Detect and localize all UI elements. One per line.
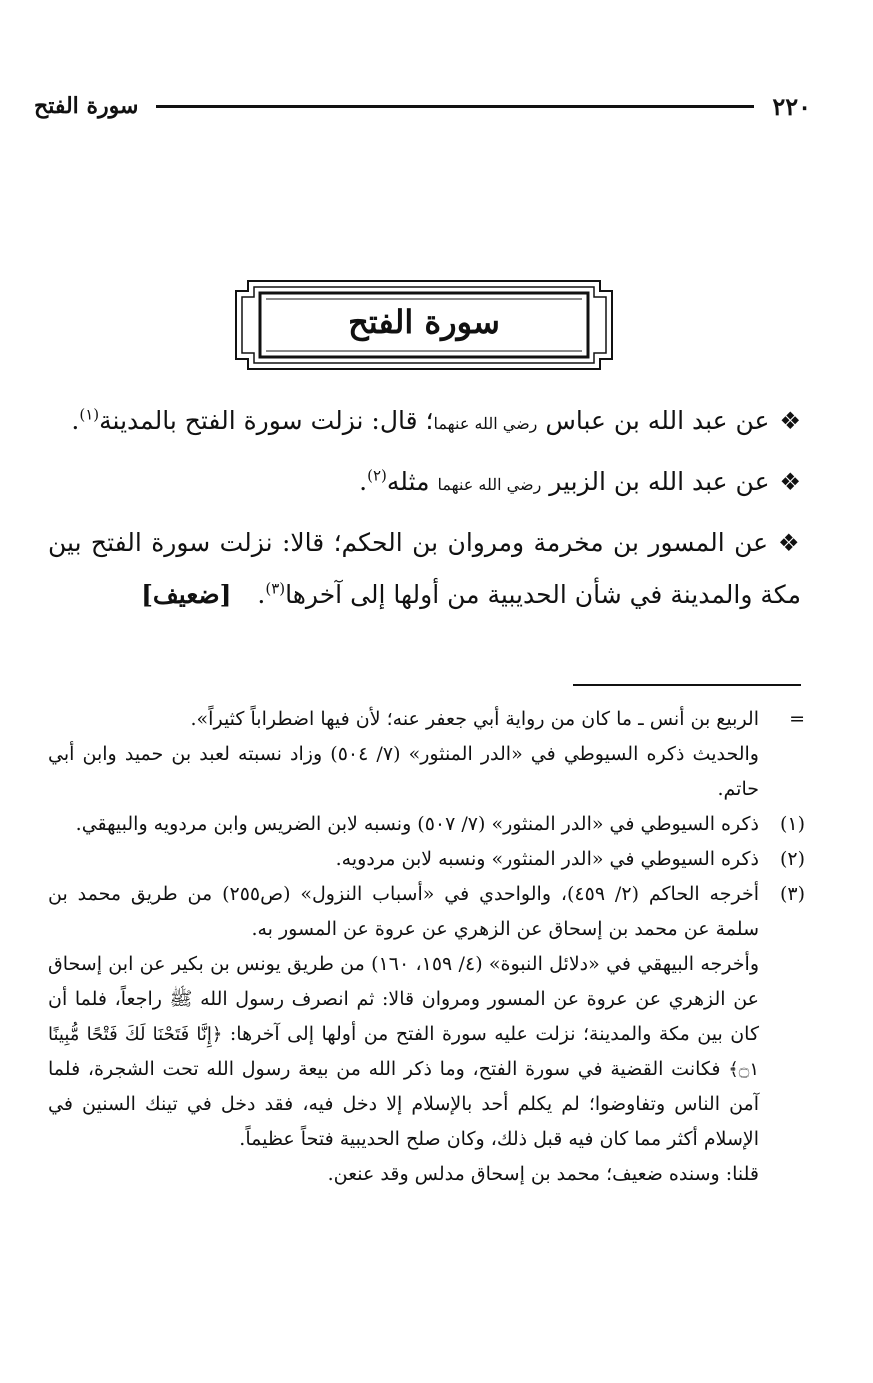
- running-title: سورة الفتح: [34, 93, 139, 119]
- footnote-label: (١): [779, 813, 805, 835]
- hadith-end: .: [359, 467, 368, 496]
- footnote-line: الربيع بن أنس ـ ما كان من رواية أبي جعفر عنه؛ لأن فيها اضطراباً كثيراً».: [190, 708, 759, 730]
- hadith-3: [48, 517, 801, 621]
- footnote-1: [48, 807, 805, 842]
- footnote-2: [48, 842, 805, 877]
- footnote-text: وأخرجه البيهقي في «دلائل النبوة» (٤/ ١٥٩، ١٦٠) من طريق يونس بن بكير عن ابن إسحاق عن الزهري عن عروة عن المسور ومروان قالا: ثم انصرف رسول الله ﷺ راجعاً، فلما أن كان بين مكة والمدينة؛ نزلت عليه سورة الفتح من أولها إلى آخرها:: [48, 953, 759, 1045]
- footnote-text: ذكره السيوطي في «الدر المنثور» (٧/ ٥٠٧) ونسبه لابن الضريس وابن مردويه والبيهقي.: [75, 813, 759, 835]
- grade-label: [ضعيف]: [141, 580, 232, 609]
- hadith-text: عن المسور بن مخرمة ومروان بن الحكم؛ قالا: نزلت سورة الفتح بين مكة والمدينة في شأن الحديبية من أولها إلى آخرها: [48, 528, 801, 609]
- diamond-bullet-icon: ❖: [779, 468, 801, 496]
- footnote-continuation: [48, 702, 805, 807]
- footnote-ref: (٣): [265, 579, 286, 598]
- hadith-text: عن عبد الله بن عباس: [545, 406, 770, 435]
- honorific: رضي الله عنهما: [437, 475, 542, 494]
- footnote-ref: (٢): [367, 466, 387, 485]
- footnote-text: أخرجه الحاكم (٢/ ٤٥٩)، والواحدي في «أسباب النزول» (ص٢٥٥) من طريق محمد بن سلمة عن محمد بن إسحاق عن الزهري عن عروة عن المسور به.: [48, 883, 759, 940]
- footnote-ref: (١): [79, 405, 100, 424]
- running-header: [34, 88, 811, 124]
- hadith-1: [48, 395, 801, 450]
- footnote-label: =: [789, 708, 805, 730]
- hadith-end: .: [257, 580, 266, 609]
- footnote-separator: [573, 684, 801, 686]
- hadith-2: [48, 456, 801, 511]
- honorific: رضي الله عنهما: [433, 414, 538, 433]
- diamond-bullet-icon: ❖: [778, 529, 801, 557]
- quran-verse: ﴿إِنَّا فَتَحْنَا لَكَ فَتْحًا مُّبِينًا ۝١﴾: [48, 1024, 759, 1080]
- diamond-bullet-icon: ❖: [779, 407, 801, 435]
- footnote-line: والحديث ذكره السيوطي في «الدر المنثور» (٧/ ٥٠٤) وزاد نسبته لعبد بن حميد وابن أبي حاتم.: [48, 743, 759, 800]
- footnote-text: قلنا: وسنده ضعيف؛ محمد بن إسحاق مدلس وقد عنعن.: [327, 1163, 759, 1185]
- hadith-text: ؛ قال: نزلت سورة الفتح بالمدينة: [99, 406, 434, 435]
- hadith-end: .: [71, 406, 80, 435]
- footnote-label: (٣): [779, 883, 805, 905]
- footnote-text: ذكره السيوطي في «الدر المنثور» ونسبه لابن مردويه.: [335, 848, 759, 870]
- footnote-label: (٢): [779, 848, 805, 870]
- header-rule: [156, 105, 754, 108]
- footnote-3: [48, 877, 805, 1192]
- footnote-paragraph: [48, 947, 759, 1157]
- page-number: ٢٢٠: [772, 91, 811, 121]
- surah-title-frame: [230, 275, 618, 375]
- footnotes: [48, 702, 805, 1192]
- footnote-text: فكانت القضية في سورة الفتح، وما ذكر الله من بيعة رسول الله تحت الشجرة، فلما آمن الناس وتفاوضوا؛ لم يكلم أحد بالإسلام إلا دخل فيه، فقد دخل في تينك السنين في الإسلام أكثر مما كان فيه قبل ذلك، وكان صلح الحديبية فتحاً عظيماً.: [48, 1058, 759, 1150]
- hadith-text: مثله: [386, 467, 438, 496]
- hadith-text: عن عبد الله بن الزبير: [549, 467, 770, 496]
- main-text: [48, 395, 801, 627]
- surah-title: سورة الفتح: [348, 303, 500, 341]
